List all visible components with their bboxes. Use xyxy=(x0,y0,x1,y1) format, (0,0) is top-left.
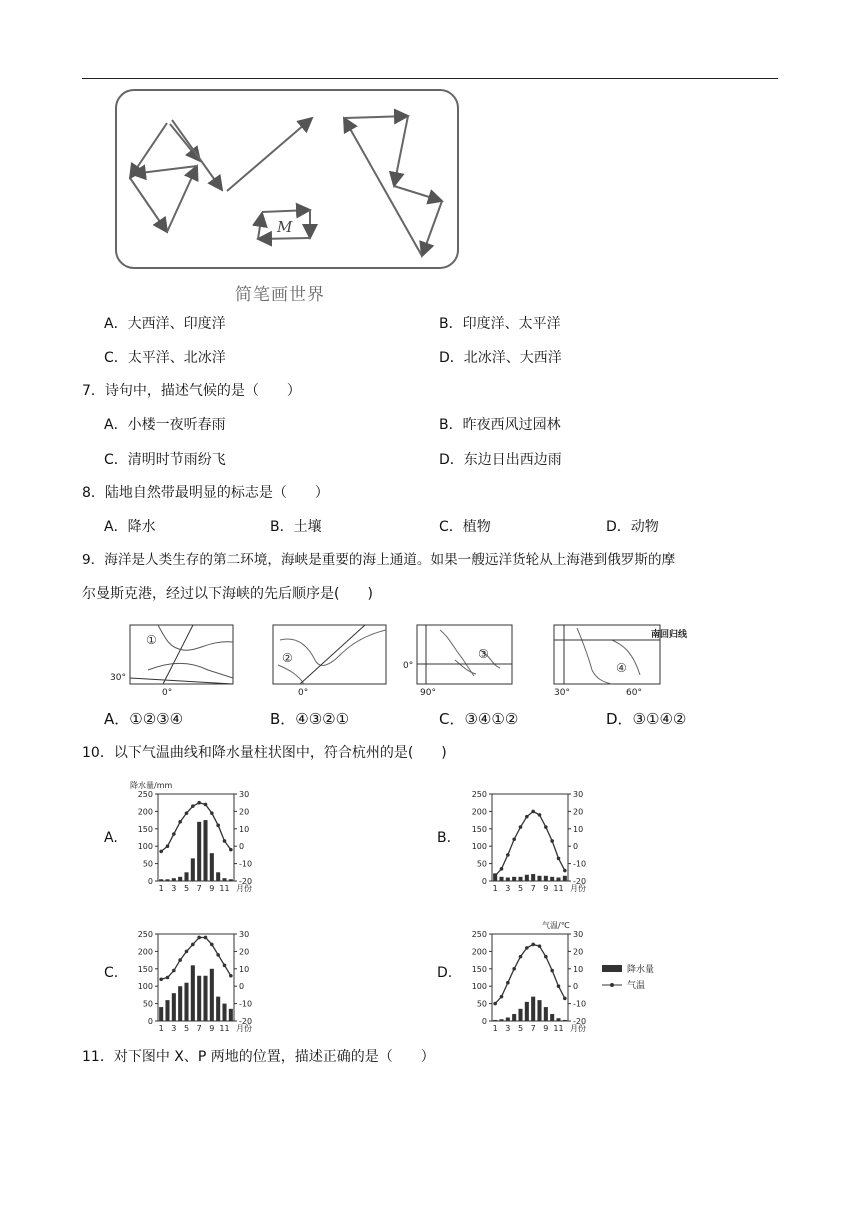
right-tick-label: 0 xyxy=(573,842,579,852)
right-tick-label: -10 xyxy=(239,999,253,1009)
left-tick-label: 50 xyxy=(142,999,153,1009)
temp-point xyxy=(210,811,214,815)
left-tick-label: 100 xyxy=(471,982,487,992)
right-tick-label: 30 xyxy=(573,930,584,939)
left-tick-label: 50 xyxy=(142,859,153,869)
q7-option-c[interactable]: C．清明时节雨纷飞 xyxy=(104,452,226,468)
temp-point xyxy=(172,832,176,836)
precip-bar xyxy=(197,822,201,881)
climate-chart-a xyxy=(126,770,266,898)
precip-bar xyxy=(512,877,516,881)
right-tick-label: 10 xyxy=(573,824,584,834)
temp-point xyxy=(519,955,523,959)
x-tick-label: 11 xyxy=(219,884,230,893)
left-tick-label: 0 xyxy=(481,877,487,886)
map3-lon: 90° xyxy=(420,688,436,698)
right-tick-label: 10 xyxy=(239,824,250,834)
precip-bar xyxy=(563,1020,567,1021)
q8-option-a[interactable]: A．降水 xyxy=(104,519,156,535)
q10-label-d[interactable]: D. xyxy=(437,965,453,981)
temp-point xyxy=(557,984,561,988)
left-tick-label: 200 xyxy=(471,947,487,957)
precip-bar xyxy=(556,878,560,881)
precip-bar xyxy=(191,858,195,881)
temp-point xyxy=(159,850,163,854)
x-tick-label: 1 xyxy=(492,1024,498,1033)
temp-line xyxy=(161,937,231,979)
map4-tropic: 南回归线 xyxy=(651,630,688,640)
q9-stem-line2: 尔曼斯克港，经过以下海峡的先后顺序是( ) xyxy=(82,586,373,602)
precip-bar xyxy=(544,1007,548,1021)
month-label: 月份 xyxy=(570,884,586,893)
q7-option-b[interactable]: B．昨夜西风过园林 xyxy=(439,417,561,433)
right-tick-label: 20 xyxy=(573,807,584,817)
precip-bar xyxy=(222,878,226,881)
right-tick-label: 10 xyxy=(239,964,250,974)
temp-point xyxy=(563,869,567,873)
precip-bar xyxy=(216,872,220,881)
precip-bar xyxy=(197,976,201,1021)
x-tick-label: 7 xyxy=(196,884,202,893)
precip-bar xyxy=(544,876,548,881)
right-tick-label: -10 xyxy=(573,859,587,869)
left-tick-label: 200 xyxy=(471,807,487,817)
x-tick-label: 11 xyxy=(553,1024,564,1033)
left-tick-label: 200 xyxy=(137,807,153,817)
q8-option-d[interactable]: D．动物 xyxy=(606,519,659,535)
q6-option-a[interactable]: A．大西洋、印度洋 xyxy=(104,316,226,332)
q6-option-b[interactable]: B．印度洋、太平洋 xyxy=(439,316,561,332)
precip-bar xyxy=(550,1014,554,1021)
temp-point xyxy=(223,964,227,968)
q9-option-d[interactable]: D．③①④② xyxy=(606,710,687,728)
precip-bar xyxy=(159,1007,163,1021)
x-tick-label: 9 xyxy=(543,1024,549,1033)
x-tick-label: 3 xyxy=(171,1024,177,1033)
left-tick-label: 150 xyxy=(471,824,487,834)
q10-stem: 10．以下气温曲线和降水量柱状图中，符合杭州的是( ) xyxy=(82,745,447,761)
label-m: M xyxy=(277,218,293,236)
q10-label-b[interactable]: B. xyxy=(437,830,452,846)
temp-point xyxy=(544,825,548,829)
left-tick-label: 100 xyxy=(471,842,487,852)
temp-point xyxy=(550,969,554,973)
q10-label-c[interactable]: C. xyxy=(104,965,119,981)
right-tick-label: -20 xyxy=(239,877,253,886)
climate-chart-b xyxy=(460,776,600,898)
strait-map-4 xyxy=(552,620,702,700)
right-tick-label: -10 xyxy=(239,859,253,869)
right-tick-label: 20 xyxy=(239,807,250,817)
precip-bar xyxy=(222,1004,226,1021)
temp-unit-label: 气温/℃ xyxy=(542,921,570,930)
legend-temp-dot xyxy=(610,983,614,987)
temp-point xyxy=(204,803,208,807)
left-tick-label: 0 xyxy=(481,1017,487,1026)
right-tick-label: 30 xyxy=(573,790,584,799)
right-tick-label: 20 xyxy=(239,947,250,957)
chart-frame xyxy=(492,934,568,1021)
precip-bar xyxy=(556,1018,560,1021)
x-tick-label: 3 xyxy=(505,1024,511,1033)
temp-point xyxy=(191,943,195,947)
right-tick-label: -10 xyxy=(573,999,587,1009)
temp-point xyxy=(550,839,554,843)
strait-circle-1: ① xyxy=(146,633,157,647)
climate-chart-d xyxy=(460,916,600,1038)
strait-circle-4: ④ xyxy=(616,661,627,675)
month-label: 月份 xyxy=(236,884,252,893)
q7-stem: 7．诗句中，描述气候的是（ ） xyxy=(82,383,301,399)
q8-stem: 8．陆地自然带最明显的标志是（ ） xyxy=(82,485,329,501)
header-rule xyxy=(82,78,778,79)
q8-option-c[interactable]: C．植物 xyxy=(439,519,491,535)
left-tick-label: 100 xyxy=(137,982,153,992)
precip-bar xyxy=(537,1000,541,1021)
right-tick-label: -20 xyxy=(573,877,587,886)
precip-bar xyxy=(525,875,529,881)
temp-point xyxy=(185,950,189,954)
x-tick-label: 1 xyxy=(492,884,498,893)
left-tick-label: 150 xyxy=(137,964,153,974)
x-tick-label: 5 xyxy=(517,884,524,893)
q7-option-a[interactable]: A．小楼一夜听春雨 xyxy=(104,417,226,433)
precip-bar xyxy=(165,1000,169,1021)
precip-bar xyxy=(499,1019,503,1021)
precip-bar xyxy=(172,993,176,1021)
precip-bar xyxy=(229,879,233,881)
precip-bar xyxy=(229,1009,233,1021)
right-tick-label: 20 xyxy=(573,947,584,957)
strait-circle-2: ② xyxy=(282,651,293,665)
x-tick-label: 7 xyxy=(196,1024,202,1033)
temp-point xyxy=(216,953,220,957)
temp-point xyxy=(500,867,504,871)
temp-point xyxy=(166,844,170,848)
temp-point xyxy=(185,811,189,815)
left-tick-label: 250 xyxy=(471,790,487,799)
map2-lon: 0° xyxy=(298,688,309,698)
precip-bar xyxy=(506,878,510,881)
x-tick-label: 1 xyxy=(158,1024,164,1033)
right-tick-label: 30 xyxy=(239,930,250,939)
precip-bar xyxy=(203,820,207,881)
x-tick-label: 9 xyxy=(543,884,549,893)
left-tick-label: 250 xyxy=(471,930,487,939)
right-tick-label: 0 xyxy=(239,842,245,852)
temp-point xyxy=(197,936,201,940)
temp-point xyxy=(512,967,516,971)
precip-bar xyxy=(525,1002,529,1021)
q10-label-a[interactable]: A. xyxy=(104,830,118,846)
precip-bar xyxy=(493,1020,497,1021)
left-tick-label: 50 xyxy=(476,859,487,869)
temp-point xyxy=(506,981,510,985)
x-tick-label: 5 xyxy=(517,1024,524,1033)
temp-point xyxy=(210,943,214,947)
precip-bar xyxy=(210,969,214,1021)
left-tick-label: 100 xyxy=(137,842,153,852)
precip-bar xyxy=(518,877,522,881)
temp-point xyxy=(159,977,163,981)
legend-precip-label: 降水量 xyxy=(627,965,655,975)
precip-bar xyxy=(518,1009,522,1021)
precip-bar xyxy=(499,877,503,881)
temp-point xyxy=(557,857,561,861)
left-tick-label: 0 xyxy=(147,1017,153,1026)
strait-map-3 xyxy=(400,620,520,700)
precip-bar xyxy=(184,983,188,1021)
temp-point xyxy=(531,810,535,814)
strait-circle-3: ③ xyxy=(478,647,489,661)
temp-point xyxy=(538,813,542,817)
q9-option-b[interactable]: B．④③②① xyxy=(270,710,350,728)
precip-bar xyxy=(563,876,567,881)
left-tick-label: 150 xyxy=(137,824,153,834)
temp-point xyxy=(204,936,208,940)
temp-point xyxy=(178,958,182,962)
x-tick-label: 5 xyxy=(183,1024,190,1033)
climate-legend xyxy=(600,960,680,996)
x-tick-label: 11 xyxy=(219,1024,230,1033)
right-tick-label: -20 xyxy=(573,1017,587,1026)
x-tick-label: 1 xyxy=(158,884,164,893)
temp-point xyxy=(191,804,195,808)
precip-bar xyxy=(172,878,176,881)
temp-point xyxy=(493,1002,497,1006)
left-tick-label: 250 xyxy=(137,930,153,939)
precip-bar xyxy=(178,986,182,1021)
temp-point xyxy=(544,955,548,959)
climate-chart-c xyxy=(126,916,266,1038)
precip-unit-label: 降水量/mm xyxy=(130,781,173,790)
temp-line xyxy=(495,811,565,875)
temp-point xyxy=(506,853,510,857)
temp-point xyxy=(166,976,170,980)
q8-option-b[interactable]: B．土壤 xyxy=(270,519,322,535)
precip-bar xyxy=(178,877,182,881)
temp-point xyxy=(216,824,220,828)
precip-bar xyxy=(159,879,163,881)
precip-bar xyxy=(531,997,535,1021)
q9-option-c[interactable]: C．③④①② xyxy=(439,710,519,728)
x-tick-label: 3 xyxy=(171,884,177,893)
temp-point xyxy=(525,946,529,950)
strait-map-1 xyxy=(108,620,238,700)
left-tick-label: 200 xyxy=(137,947,153,957)
left-tick-label: 0 xyxy=(147,877,153,886)
chart-frame xyxy=(492,794,568,881)
legend-precip-swatch xyxy=(602,965,622,972)
q6-option-d[interactable]: D．北冰洋、大西洋 xyxy=(439,350,562,366)
q9-stem-line1: 9．海洋是人类生存的第二环境，海峡是重要的海上通道。如果一艘远洋货轮从上海港到俄罗斯的摩 xyxy=(82,552,676,568)
left-tick-label: 50 xyxy=(476,999,487,1009)
left-tick-label: 150 xyxy=(471,964,487,974)
precip-bar xyxy=(165,879,169,881)
map4-lon2: 60° xyxy=(626,688,642,698)
x-tick-label: 7 xyxy=(530,884,536,893)
temp-point xyxy=(229,848,233,852)
precip-bar xyxy=(531,874,535,881)
temp-point xyxy=(525,815,529,819)
temp-point xyxy=(563,997,567,1001)
x-tick-label: 3 xyxy=(505,884,511,893)
x-tick-label: 5 xyxy=(183,884,190,893)
month-label: 月份 xyxy=(236,1024,252,1033)
temp-point xyxy=(493,874,497,878)
strait-map-2 xyxy=(270,620,390,700)
temp-point xyxy=(512,837,516,841)
temp-point xyxy=(229,974,233,978)
map1-lat: 30° xyxy=(110,673,126,683)
precip-bar xyxy=(537,876,541,881)
temp-point xyxy=(178,820,182,824)
month-label: 月份 xyxy=(570,1024,586,1033)
right-tick-label: -20 xyxy=(239,1017,253,1026)
temp-point xyxy=(531,943,535,947)
temp-point xyxy=(500,995,504,999)
q11-stem: 11．对下图中 X、P 两地的位置，描述正确的是（ ） xyxy=(82,1049,435,1065)
map1-lon: 0° xyxy=(162,688,173,698)
map3-lat: 0° xyxy=(403,661,414,671)
precip-bar xyxy=(512,1014,516,1021)
right-tick-label: 10 xyxy=(573,964,584,974)
x-tick-label: 9 xyxy=(209,1024,215,1033)
map4-lon1: 30° xyxy=(554,688,570,698)
temp-point xyxy=(223,839,227,843)
right-tick-label: 0 xyxy=(239,982,245,992)
precip-bar xyxy=(210,853,214,881)
right-tick-label: 30 xyxy=(239,790,250,799)
temp-point xyxy=(538,944,542,948)
temp-point xyxy=(197,801,201,805)
temp-point xyxy=(519,825,523,829)
precip-bar xyxy=(216,997,220,1021)
q9-option-a[interactable]: A．①②③④ xyxy=(104,710,184,728)
left-tick-label: 250 xyxy=(137,790,153,799)
right-tick-label: 0 xyxy=(573,982,579,992)
sketch-world-figure xyxy=(112,86,462,276)
figure-caption: 简笔画世界 xyxy=(235,285,325,305)
precip-bar xyxy=(506,1018,510,1021)
x-tick-label: 11 xyxy=(553,884,564,893)
precip-bar xyxy=(184,872,188,881)
precip-bar xyxy=(191,965,195,1021)
precip-bar xyxy=(550,877,554,881)
temp-line xyxy=(495,944,565,1003)
q6-option-c[interactable]: C．太平洋、北冰洋 xyxy=(104,350,226,366)
q7-option-d[interactable]: D．东边日出西边雨 xyxy=(439,452,562,468)
temp-point xyxy=(172,969,176,973)
temp-line xyxy=(161,803,231,852)
legend-temp-label: 气温 xyxy=(627,981,646,991)
x-tick-label: 7 xyxy=(530,1024,536,1033)
precip-bar xyxy=(203,976,207,1021)
x-tick-label: 9 xyxy=(209,884,215,893)
